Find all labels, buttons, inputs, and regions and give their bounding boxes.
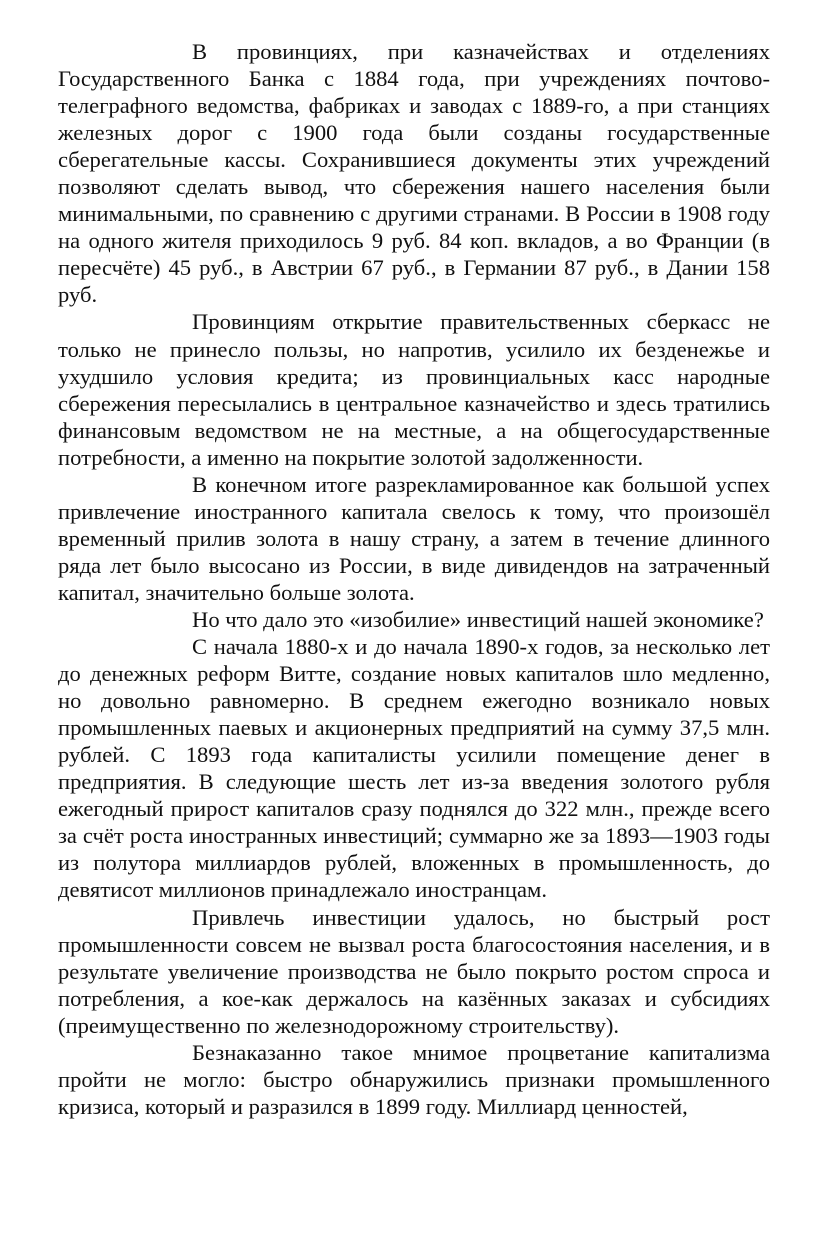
paragraph-crisis: Безнаказанно такое мнимое процветание капитализма пройти не могло: быстро обнаружились признаки промышленного кризиса, который и разразился в 1899 году. Миллиард ценностей,	[58, 1039, 770, 1119]
paragraph-savings-banks: В провинциях, при казначействах и отделениях Государственного Банка с 1884 года, при учреждениях почтово-телеграфного ведомства, фабриках и заводах с 1889-го, а при станциях железных дорог с 1900 года были созданы государственные сберегательные кассы. Сохранившиеся документы этих учреждений позволяют сделать вывод, что сбережения нашего населения были минимальными, по сравнению с другими странами. В России в 1908 году на одного жителя приходилось 9 руб. 84 коп. вкладов, а во Франции (в пересчёте) 45 руб., в Австрии 67 руб., в Германии 87 руб., в Дании 158 руб.	[58, 39, 770, 308]
document-page	[58, 38, 770, 1120]
paragraph-foreign-capital: В конечном итоге разрекламированное как большой успех привлечение иностранного капитала свелось к тому, что произошёл временный прилив золота в нашу страну, а затем в течение длинного ряда лет было высосано из России, в виде дивидендов на затраченный капитал, значительно больше золота.	[58, 471, 770, 605]
paragraph-provinces: Провинциям открытие правительственных сберкасс не только не принесло пользы, но напротив, усилило их безденежье и ухудшило условия кредита; из провинциальных касс народные сбережения пересылались в центральное казначейство и здесь тратились финансовым ведомством не на местные, а на общегосударственные потребности, а именно на покрытие золотой задолженности.	[58, 309, 770, 470]
paragraph-investments: Привлечь инвестиции удалось, но быстрый рост промышленности совсем не вызвал роста благосостояния населения, и в результате увеличение производства не было покрыто ростом спроса и потребления, а кое-как держалось на казённых заказах и субсидиях (преимущественно по железнодорожному строительству).	[58, 904, 770, 1038]
paragraph-capital-growth: С начала 1880-х и до начала 1890-х годов, за несколько лет до денежных реформ Витте, создание новых капиталов шло медленно, но довольно равномерно. В среднем ежегодно возникало новых промышленных паевых и акционерных предприятий на сумму 37,5 млн. рублей. С 1893 года капиталисты усилили помещение денег в предприятия. В следующие шесть лет из-за введения золотого рубля ежегодный прирост капиталов сразу поднялся до 322 млн., прежде всего за счёт роста иностранных инвестиций; суммарно же за 1893—1903 годы из полутора миллиардов рублей, вложенных в промышленность, до девятисот миллионов принадлежало иностранцам.	[58, 634, 770, 903]
paragraph-question: Но что дало это «изобилие» инвестиций нашей экономике?	[192, 606, 764, 632]
